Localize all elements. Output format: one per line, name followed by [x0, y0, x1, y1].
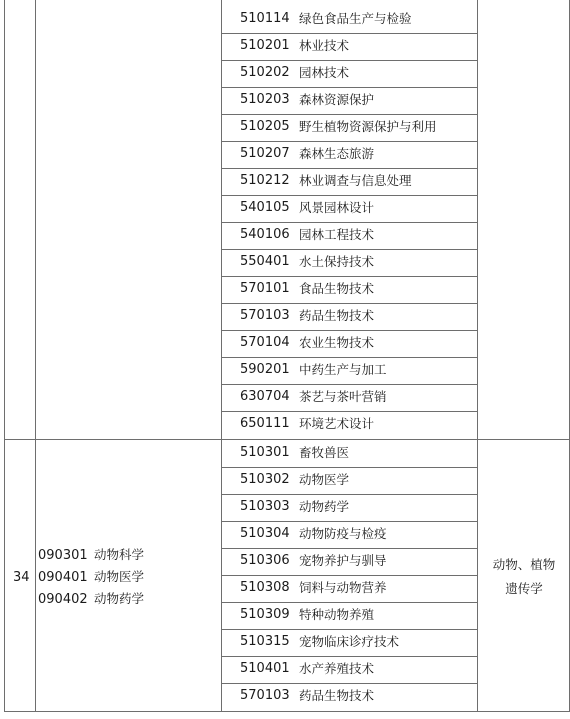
major-code: 510308 — [240, 580, 290, 595]
major-code: 550401 — [240, 254, 290, 269]
major-code: 570103 — [240, 688, 290, 703]
major-code: 510203 — [240, 92, 290, 107]
major-code: 540106 — [240, 227, 290, 242]
major-name: 特种动物养殖 — [299, 607, 375, 622]
major-code: 590201 — [240, 362, 290, 377]
subject-line: 动物、植物 — [492, 557, 556, 572]
major-code: 630704 — [240, 389, 290, 404]
major-name: 宠物临床诊疗技术 — [299, 634, 400, 649]
major-code: 510114 — [240, 11, 290, 26]
major-code: 510309 — [240, 607, 290, 622]
table-divider-undergrad — [221, 0, 222, 712]
major-name: 林业技术 — [299, 38, 350, 53]
major-name: 森林资源保护 — [299, 92, 375, 107]
table-border-left — [4, 0, 5, 712]
major-code: 570101 — [240, 281, 290, 296]
undergrad-code: 090402 — [38, 592, 88, 607]
undergrad-major — [38, 566, 144, 589]
major-name: 中药生产与加工 — [299, 362, 387, 377]
sequence-number: 34 — [13, 570, 30, 585]
major-name: 水产养殖技术 — [299, 661, 375, 676]
major-code: 510301 — [240, 445, 290, 460]
undergrad-name: 动物药学 — [93, 591, 144, 606]
major-name: 园林工程技术 — [299, 227, 375, 242]
major-name: 药品生物技术 — [299, 308, 375, 323]
undergrad-code: 090301 — [38, 548, 88, 563]
major-name: 水土保持技术 — [299, 254, 375, 269]
major-code: 510306 — [240, 553, 290, 568]
table-divider-name — [477, 0, 478, 712]
major-name: 森林生态旅游 — [299, 146, 375, 161]
major-name: 动物防疫与检疫 — [299, 526, 387, 541]
table-divider-seq — [35, 0, 36, 712]
major-code: 540105 — [240, 200, 290, 215]
undergrad-name: 动物医学 — [93, 569, 144, 584]
major-code: 570103 — [240, 308, 290, 323]
major-name: 动物医学 — [299, 472, 350, 487]
major-code: 510302 — [240, 472, 290, 487]
major-name: 饲料与动物营养 — [299, 580, 387, 595]
table-border-bottom — [4, 711, 570, 712]
major-code: 510207 — [240, 146, 290, 161]
major-code: 510315 — [240, 634, 290, 649]
major-name: 畜牧兽医 — [299, 445, 350, 460]
major-name: 林业调查与信息处理 — [299, 173, 412, 188]
major-name: 动物药学 — [299, 499, 350, 514]
major-code: 510304 — [240, 526, 290, 541]
major-code: 510205 — [240, 119, 290, 134]
major-code: 510212 — [240, 173, 290, 188]
major-name: 农业生物技术 — [299, 335, 375, 350]
undergrad-major — [38, 544, 144, 567]
major-name: 环境艺术设计 — [299, 416, 375, 431]
major-name: 宠物养护与驯导 — [299, 553, 387, 568]
major-code: 510202 — [240, 65, 290, 80]
major-code: 650111 — [240, 416, 290, 431]
undergrad-code: 090401 — [38, 570, 88, 585]
undergrad-major — [38, 588, 144, 611]
major-name: 药品生物技术 — [299, 688, 375, 703]
major-name: 野生植物资源保护与利用 — [299, 119, 437, 134]
major-name: 园林技术 — [299, 65, 350, 80]
major-name: 绿色食品生产与检验 — [299, 11, 412, 26]
major-name: 食品生物技术 — [299, 281, 375, 296]
major-code: 510303 — [240, 499, 290, 514]
major-code: 510201 — [240, 38, 290, 53]
major-name: 风景园林设计 — [299, 200, 375, 215]
subject-line: 遗传学 — [505, 581, 543, 596]
major-code: 510401 — [240, 661, 290, 676]
undergrad-name: 动物科学 — [93, 547, 144, 562]
major-name: 茶艺与茶叶营销 — [299, 389, 387, 404]
major-code: 570104 — [240, 335, 290, 350]
